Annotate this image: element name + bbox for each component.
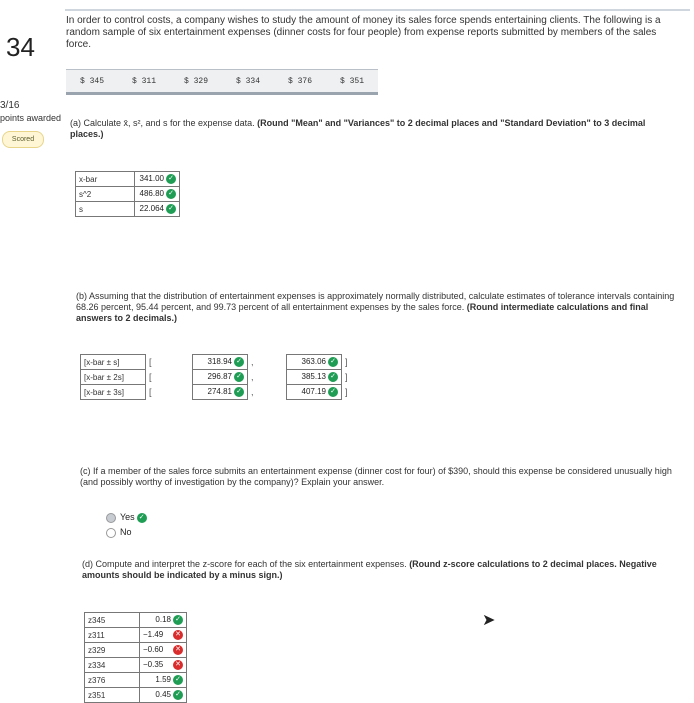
answer-input[interactable]: −1.49 ✕ <box>140 628 187 643</box>
lower-bound-input[interactable]: 274.81 ✓ <box>193 385 248 400</box>
expense-value: $ 376 <box>287 76 312 86</box>
part-a-prompt-text: (a) Calculate x̄, s², and s for the expense data. <box>70 118 255 128</box>
correct-check-icon: ✓ <box>173 615 183 625</box>
part-a-answer-table <box>75 171 180 217</box>
table-row <box>76 202 180 217</box>
answer-input[interactable]: 1.59 ✓ <box>140 673 187 688</box>
expense-value: $ 329 <box>183 76 208 86</box>
answer-input[interactable]: −0.35 ✕ <box>140 658 187 673</box>
part-d-prompt <box>82 559 682 581</box>
correct-check-icon: ✓ <box>166 204 176 214</box>
part-d-prompt-text: (d) Compute and interpret the z-score for each of the six entertainment expenses. <box>82 559 407 569</box>
open-bracket: [ <box>149 372 152 382</box>
correct-check-icon: ✓ <box>173 675 183 685</box>
row-label: [x-bar ± 2s] <box>81 370 146 385</box>
table-row <box>85 628 187 643</box>
row-label: z345 <box>85 613 140 628</box>
expense-value: $ 345 <box>79 76 104 86</box>
correct-check-icon: ✓ <box>328 387 338 397</box>
question-intro: In order to control costs, a company wishes to study the amount of money its sales force spends entertaining clients. The following is a random sample of six entertainment expenses (dinner costs for four people) from expense reports submitted by members of the sales force. <box>66 15 661 50</box>
part-a-prompt <box>70 118 680 140</box>
correct-check-icon: ✓ <box>173 690 183 700</box>
table-row <box>85 613 187 628</box>
top-divider <box>65 9 690 11</box>
mouse-cursor-icon: ➤ <box>482 612 496 629</box>
answer-input[interactable]: 341.00 ✓ <box>135 172 180 187</box>
table-row: [x-bar ± s] [ 318.94 ✓ , 363.06 ✓ ] <box>81 355 352 370</box>
table-row <box>85 673 187 688</box>
upper-bound-input[interactable]: 363.06 ✓ <box>287 355 342 370</box>
incorrect-x-icon: ✕ <box>173 645 183 655</box>
answer-input[interactable]: 0.45 ✓ <box>140 688 187 703</box>
expense-data-table <box>66 69 378 95</box>
row-label: z311 <box>85 628 140 643</box>
table-row: [x-bar ± 2s] [ 296.87 ✓ , 385.13 ✓ ] <box>81 370 352 385</box>
part-b-prompt-text: (b) Assuming that the distribution of entertainment expenses is approximately normally distributed, calculate estimates of tolerance intervals containing 68.26 percent, 95.44 percent, and 99.73 percent of all entertainment expenses by the sales force. <box>76 291 675 312</box>
answer-input[interactable]: 0.18 ✓ <box>140 613 187 628</box>
table-row <box>85 658 187 673</box>
correct-check-icon: ✓ <box>234 387 244 397</box>
radio-unselected-icon[interactable] <box>106 528 116 538</box>
part-b-rounding-note: (Round intermediate calculations and final answers to 2 decimals.) <box>76 302 649 323</box>
row-label: z329 <box>85 643 140 658</box>
close-bracket: ] <box>345 387 348 397</box>
points-awarded <box>0 100 61 124</box>
lower-bound-input[interactable]: 318.94 ✓ <box>193 355 248 370</box>
correct-check-icon: ✓ <box>328 372 338 382</box>
table-row <box>85 643 187 658</box>
radio-selected-icon[interactable] <box>106 513 116 523</box>
incorrect-x-icon: ✕ <box>173 660 183 670</box>
open-bracket: [ <box>149 387 152 397</box>
row-label: [x-bar ± 3s] <box>81 385 146 400</box>
question-number: 34 <box>6 32 35 62</box>
row-label: s <box>76 202 135 217</box>
expense-value: $ 311 <box>131 76 156 86</box>
row-label: z376 <box>85 673 140 688</box>
part-b-prompt <box>76 291 686 324</box>
part-a-rounding-note: (Round "Mean" and "Variances" to 2 decimal places and "Standard Deviation" to 3 decimal places.) <box>70 118 646 139</box>
correct-check-icon: ✓ <box>328 357 338 367</box>
correct-check-icon: ✓ <box>166 189 176 199</box>
answer-input[interactable]: 22.064 ✓ <box>135 202 180 217</box>
part-d-rounding-note: (Round z-score calculations to 2 decimal places. Negative amounts should be indicated by a minus sign.) <box>82 559 657 580</box>
upper-bound-input[interactable]: 385.13 ✓ <box>287 370 342 385</box>
correct-check-icon: ✓ <box>234 372 244 382</box>
points-value: 3/16 <box>0 100 20 111</box>
upper-bound-input[interactable]: 407.19 ✓ <box>287 385 342 400</box>
row-label: x-bar <box>76 172 135 187</box>
correct-check-icon: ✓ <box>234 357 244 367</box>
row-label: z351 <box>85 688 140 703</box>
table-row <box>76 172 180 187</box>
part-b-answer-table <box>80 354 352 400</box>
status-badge: Scored <box>2 131 44 148</box>
close-bracket: ] <box>345 357 348 367</box>
incorrect-x-icon: ✕ <box>173 630 183 640</box>
table-row <box>76 187 180 202</box>
answer-input[interactable]: −0.60 ✕ <box>140 643 187 658</box>
row-label: s^2 <box>76 187 135 202</box>
option-yes[interactable]: Yes ✓ <box>106 512 147 523</box>
part-c-prompt: (c) If a member of the sales force submits an entertainment expense (dinner cost for four) of $390, should this expense be considered unusually high (and possibly worthy of investigation by the company)? Explain your answer. <box>80 466 672 487</box>
close-bracket: ] <box>345 372 348 382</box>
lower-bound-input[interactable]: 296.87 ✓ <box>193 370 248 385</box>
open-bracket: [ <box>149 357 152 367</box>
expense-value: $ 334 <box>235 76 260 86</box>
option-no[interactable]: No <box>106 527 132 538</box>
answer-input[interactable]: 486.80 ✓ <box>135 187 180 202</box>
table-row: [x-bar ± 3s] [ 274.81 ✓ , 407.19 ✓ ] <box>81 385 352 400</box>
expense-value: $ 351 <box>339 76 364 86</box>
correct-check-icon: ✓ <box>137 513 147 523</box>
points-label: points awarded <box>0 113 62 123</box>
part-d-answer-table <box>84 612 187 703</box>
row-label: [x-bar ± s] <box>81 355 146 370</box>
table-row <box>85 688 187 703</box>
correct-check-icon: ✓ <box>166 174 176 184</box>
row-label: z334 <box>85 658 140 673</box>
